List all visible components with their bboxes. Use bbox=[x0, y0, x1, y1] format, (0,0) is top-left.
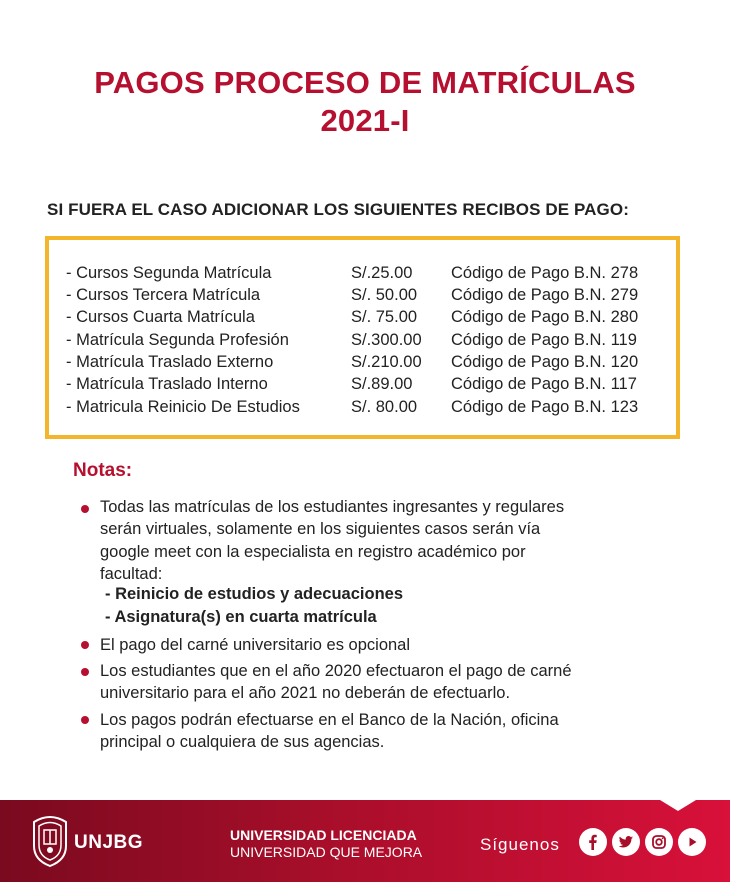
facebook-icon[interactable] bbox=[579, 828, 607, 856]
note-item bbox=[100, 660, 640, 705]
note-item bbox=[100, 709, 640, 754]
fee-description: - Matrícula Traslado Interno bbox=[66, 375, 268, 393]
follow-label: Síguenos bbox=[480, 835, 560, 854]
note-line: google meet con la especialista en registro académico por bbox=[100, 542, 526, 561]
fee-description: - Cursos Tercera Matrícula bbox=[66, 286, 261, 304]
twitter-icon[interactable] bbox=[612, 828, 640, 856]
note-subitem: - Asignatura(s) en cuarta matrícula bbox=[105, 608, 377, 626]
note-subitem: - Reinicio de estudios y adecuaciones bbox=[105, 585, 404, 603]
bullet-icon bbox=[81, 641, 89, 649]
note-line: El pago del carné universitario es opcional bbox=[100, 636, 411, 654]
page-title-line1: PAGOS PROCESO DE MATRÍCULAS bbox=[94, 65, 636, 100]
page-title bbox=[0, 64, 730, 140]
note-line: facultad: bbox=[100, 564, 163, 583]
fee-price: S/.300.00 bbox=[351, 331, 422, 349]
fee-code: Código de Pago B.N. 117 bbox=[451, 375, 637, 393]
note-line: Todas las matrículas de los estudiantes ingresantes y regulares bbox=[100, 498, 565, 516]
footer-bar bbox=[0, 800, 730, 882]
fee-price: S/. 75.00 bbox=[351, 308, 418, 326]
fee-price: S/.210.00 bbox=[351, 353, 422, 371]
fee-description: - Matrícula Traslado Externo bbox=[66, 353, 274, 371]
note-item bbox=[100, 634, 640, 656]
bullet-icon bbox=[81, 716, 89, 724]
notes-title: Notas: bbox=[73, 460, 133, 481]
note-line: principal o cualquiera de sus agencias. bbox=[100, 733, 385, 752]
fee-code: Código de Pago B.N. 119 bbox=[451, 331, 637, 349]
fee-code: Código de Pago B.N. 279 bbox=[451, 286, 639, 304]
fee-code: Código de Pago B.N. 123 bbox=[451, 398, 639, 416]
note-line: serán virtuales, solamente en los siguientes casos serán vía bbox=[100, 520, 541, 539]
fee-description: - Matricula Reinicio De Estudios bbox=[66, 398, 300, 416]
fee-price: S/.25.00 bbox=[351, 264, 413, 282]
fee-code: Código de Pago B.N. 120 bbox=[451, 353, 639, 371]
bullet-icon bbox=[81, 668, 89, 676]
page-title-line2: 2021-I bbox=[320, 103, 410, 138]
slogan-line1: UNIVERSIDAD LICENCIADA bbox=[230, 827, 417, 843]
bullet-icon bbox=[81, 505, 89, 513]
section-subtitle: SI FUERA EL CASO ADICIONAR LOS SIGUIENTES RECIBOS DE PAGO: bbox=[47, 200, 629, 219]
fees-box bbox=[45, 236, 680, 439]
youtube-icon[interactable] bbox=[678, 828, 706, 856]
brand-name: UNJBG bbox=[74, 832, 144, 853]
footer-notch bbox=[660, 800, 696, 811]
note-line: universitario para el año 2021 no deberán de efectuarlo. bbox=[100, 684, 511, 703]
university-seal-icon bbox=[28, 812, 72, 868]
fee-price: S/.89.00 bbox=[351, 375, 413, 393]
fee-code: Código de Pago B.N. 280 bbox=[451, 308, 639, 326]
instagram-icon[interactable] bbox=[645, 828, 673, 856]
fee-price: S/. 80.00 bbox=[351, 398, 418, 416]
slogan-line2: UNIVERSIDAD QUE MEJORA bbox=[230, 844, 423, 860]
fee-description: - Cursos Cuarta Matrícula bbox=[66, 308, 255, 326]
note-line: Los pagos podrán efectuarse en el Banco de la Nación, oficina bbox=[100, 711, 559, 729]
note-item bbox=[100, 496, 640, 585]
fee-code: Código de Pago B.N. 278 bbox=[451, 264, 639, 282]
fee-description: - Matrícula Segunda Profesión bbox=[66, 331, 289, 349]
fee-description: - Cursos Segunda Matrícula bbox=[66, 264, 272, 282]
fee-price: S/. 50.00 bbox=[351, 286, 418, 304]
note-line: Los estudiantes que en el año 2020 efectuaron el pago de carné bbox=[100, 662, 572, 680]
